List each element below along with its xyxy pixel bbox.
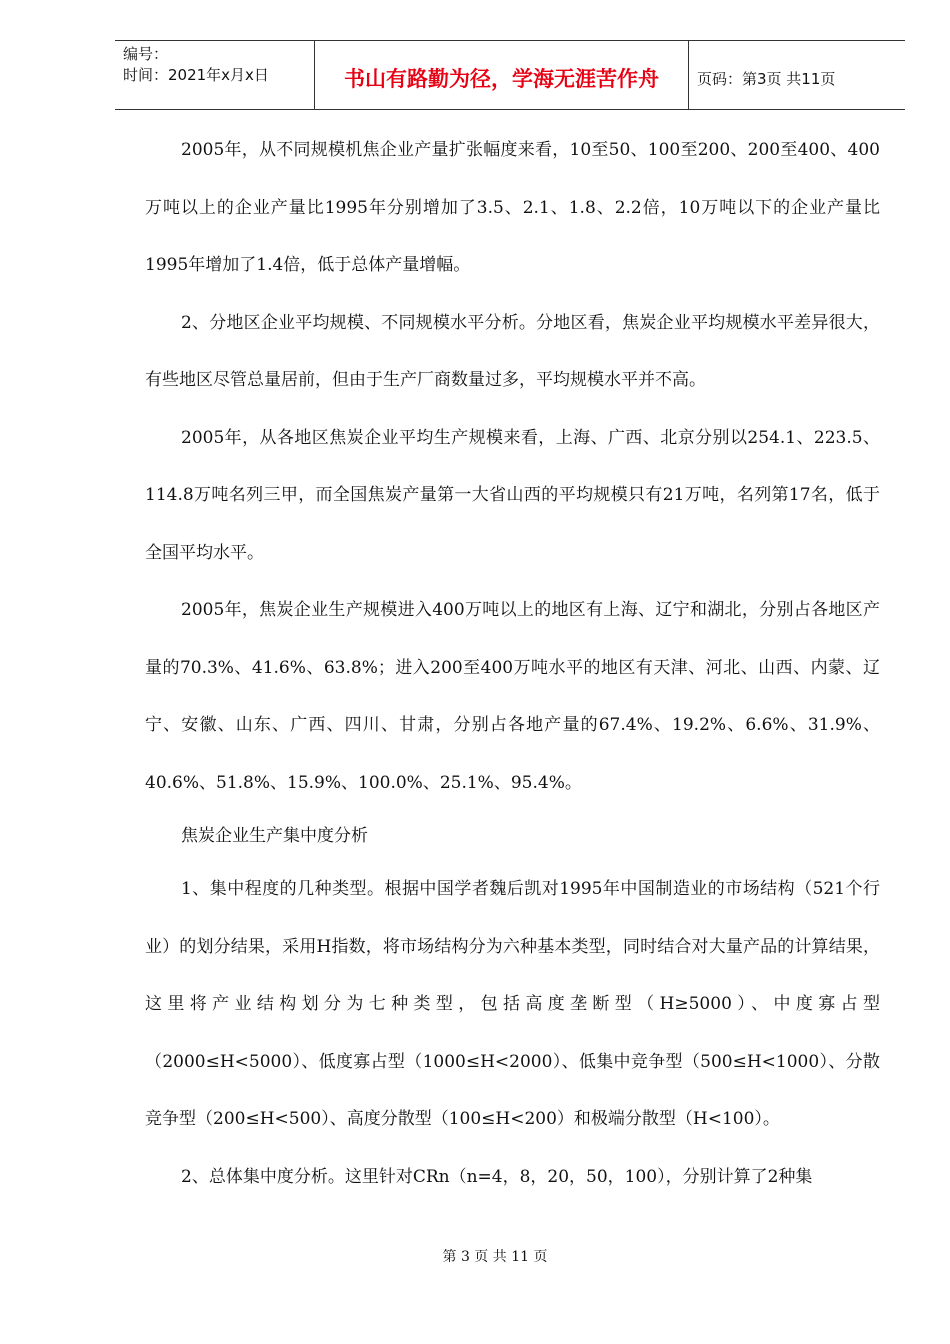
paragraph: 1、集中程度的几种类型。根据中国学者魏后凯对1995年中国制造业的市场结构（521个行业）的划分结果，采用H指数，将市场结构分为六种基本类型，同时结合对大量产品的计算结果，这里将产业结构划分为七种类型，包括高度垄断型（H≥5000）、中度寡占型（2000≤H<5000）、低度寡占型（1000≤H<2000）、低集中竞争型（500≤H<1000）、分散竞争型（200≤H<500）、高度分散型（100≤H<200）和极端分散型（H<100）。 [145, 879, 880, 1129]
paragraph: 2、总体集中度分析。这里针对CRn（n=4，8，20，50，100），分别计算了2种集 [181, 1166, 813, 1187]
paragraph: 2005年，从不同规模机焦企业产量扩张幅度来看，10至50、100至200、200至400、400万吨以上的企业产量比1995年分别增加了3.5、2.1、1.8、2.2倍，10万吨以下的企业产量比1995年增加了1.4倍，低于总体产量增幅。 [145, 140, 880, 275]
page-footer: 第 3 页 共 11 页 [442, 1249, 548, 1265]
paragraph: 2005年，从各地区焦炭企业平均生产规模来看，上海、广西、北京分别以254.1、223.5、114.8万吨名列三甲，而全国焦炭产量第一大省山西的平均规模只有21万吨，名列第17名，低于全国平均水平。 [145, 427, 880, 563]
paragraph: 2、分地区企业平均规模、不同规模水平分析。分地区看，焦炭企业平均规模水平差异很大，有些地区尽管总量居前，但由于生产厂商数量过多，平均规模水平并不高。 [145, 312, 880, 390]
page-header [115, 40, 905, 110]
header-meta [115, 41, 315, 109]
header-page-info: 页码：第3页 共11页 [697, 69, 836, 88]
time-label: 时间：2021年x月x日 [123, 66, 269, 84]
document-body [145, 122, 880, 1206]
paragraph: 2005年，焦炭企业生产规模进入400万吨以上的地区有上海、辽宁和湖北，分别占各地区产量的70.3%、41.6%、63.8%；进入200至400万吨水平的地区有天津、河北、山西、内蒙、辽宁、安徽、山东、广西、四川、甘肃，分别占各地产量的67.4%、19.2%、6.6%、31.9%、40.6%、51.8%、15.9%、100.0%、25.1%、95.4%。 [145, 600, 880, 793]
section-heading: 焦炭企业生产集中度分析 [181, 826, 368, 846]
header-motto: 书山有路勤为径，学海无涯苦作舟 [315, 41, 689, 109]
code-label: 编号： [123, 45, 169, 63]
